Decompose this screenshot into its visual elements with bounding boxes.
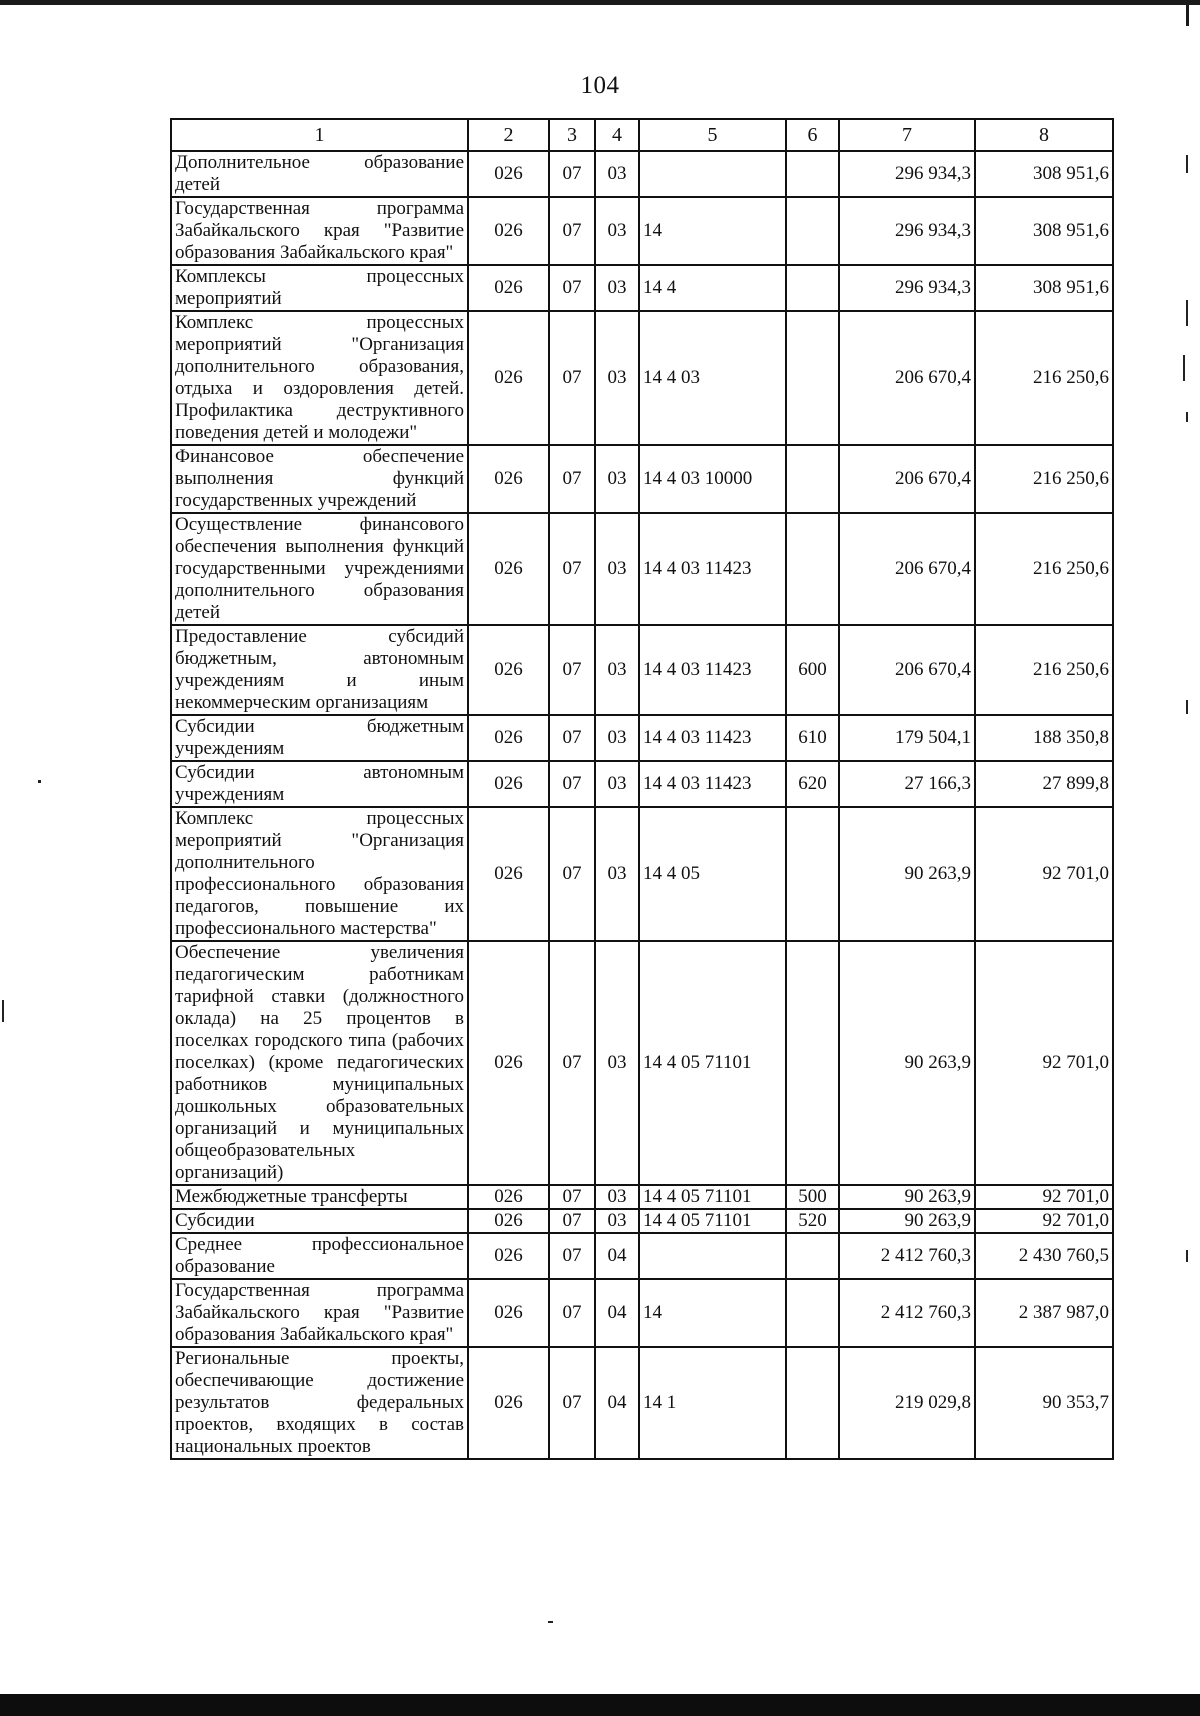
table-row xyxy=(171,513,1113,625)
cell-code-2: 026 xyxy=(468,1347,549,1459)
scan-speck xyxy=(2,1000,4,1022)
scan-speck xyxy=(1186,700,1188,714)
cell-code-4: 03 xyxy=(595,941,639,1185)
cell-code-5: 14 xyxy=(639,1279,786,1347)
cell-amount-7: 27 166,3 xyxy=(839,761,975,807)
cell-code-4: 03 xyxy=(595,151,639,197)
cell-amount-8: 308 951,6 xyxy=(975,151,1113,197)
cell-code-3: 07 xyxy=(549,1209,595,1233)
cell-code-6 xyxy=(786,311,839,445)
cell-amount-7: 90 263,9 xyxy=(839,1209,975,1233)
cell-code-4: 03 xyxy=(595,1185,639,1209)
cell-code-6 xyxy=(786,197,839,265)
table-row xyxy=(171,1347,1113,1459)
cell-code-3: 07 xyxy=(549,151,595,197)
cell-amount-7: 2 412 760,3 xyxy=(839,1233,975,1279)
cell-code-2: 026 xyxy=(468,625,549,715)
header-col-1: 1 xyxy=(171,119,468,151)
row-name: Среднее профессиональное образование xyxy=(171,1233,468,1279)
cell-code-4: 03 xyxy=(595,197,639,265)
cell-code-4: 04 xyxy=(595,1233,639,1279)
row-name: Комплекс процессных мероприятий "Организация дополнительного образования, отдыха и оздоровления детей. Профилактика деструктивного поведения детей и молодежи" xyxy=(171,311,468,445)
cell-code-3: 07 xyxy=(549,941,595,1185)
row-name: Межбюджетные трансферты xyxy=(171,1185,468,1209)
table-row xyxy=(171,941,1113,1185)
header-row xyxy=(171,119,1113,151)
cell-code-2: 026 xyxy=(468,1279,549,1347)
cell-code-6 xyxy=(786,941,839,1185)
cell-amount-8: 90 353,7 xyxy=(975,1347,1113,1459)
cell-amount-7: 296 934,3 xyxy=(839,265,975,311)
cell-code-3: 07 xyxy=(549,1233,595,1279)
cell-amount-8: 2 387 987,0 xyxy=(975,1279,1113,1347)
cell-code-4: 03 xyxy=(595,513,639,625)
cell-code-6: 600 xyxy=(786,625,839,715)
row-name: Региональные проекты, обеспечивающие достижение результатов федеральных проектов, входящих в состав национальных проектов xyxy=(171,1347,468,1459)
cell-amount-7: 206 670,4 xyxy=(839,311,975,445)
cell-code-3: 07 xyxy=(549,761,595,807)
cell-code-2: 026 xyxy=(468,445,549,513)
cell-code-3: 07 xyxy=(549,715,595,761)
cell-code-6 xyxy=(786,265,839,311)
cell-code-6 xyxy=(786,1347,839,1459)
cell-amount-8: 216 250,6 xyxy=(975,445,1113,513)
cell-amount-7: 296 934,3 xyxy=(839,151,975,197)
scan-speck xyxy=(1183,355,1185,381)
cell-amount-8: 216 250,6 xyxy=(975,311,1113,445)
cell-amount-7: 2 412 760,3 xyxy=(839,1279,975,1347)
cell-amount-7: 90 263,9 xyxy=(839,807,975,941)
cell-code-4: 03 xyxy=(595,625,639,715)
cell-code-6: 620 xyxy=(786,761,839,807)
cell-code-2: 026 xyxy=(468,1233,549,1279)
cell-code-6 xyxy=(786,151,839,197)
cell-amount-7: 296 934,3 xyxy=(839,197,975,265)
cell-code-3: 07 xyxy=(549,625,595,715)
cell-code-3: 07 xyxy=(549,807,595,941)
cell-code-4: 04 xyxy=(595,1279,639,1347)
cell-code-4: 03 xyxy=(595,265,639,311)
cell-code-6 xyxy=(786,513,839,625)
header-col-6: 6 xyxy=(786,119,839,151)
table-row xyxy=(171,761,1113,807)
cell-code-2: 026 xyxy=(468,513,549,625)
table-row xyxy=(171,807,1113,941)
scan-speck xyxy=(38,780,41,783)
header-col-4: 4 xyxy=(595,119,639,151)
cell-code-3: 07 xyxy=(549,265,595,311)
table-row xyxy=(171,1185,1113,1209)
table-row xyxy=(171,311,1113,445)
cell-amount-7: 219 029,8 xyxy=(839,1347,975,1459)
row-name: Обеспечение увеличения педагогическим работникам тарифной ставки (должностного оклада) на 25 процентов в поселках городского типа (рабочих поселках) (кроме педагогических работников муниципальных дошкольных образовательных организаций и муниципальных общеобразовательных организаций) xyxy=(171,941,468,1185)
cell-amount-8: 92 701,0 xyxy=(975,1185,1113,1209)
cell-code-5: 14 4 03 11423 xyxy=(639,513,786,625)
cell-code-3: 07 xyxy=(549,513,595,625)
cell-code-6: 500 xyxy=(786,1185,839,1209)
cell-code-6 xyxy=(786,1279,839,1347)
cell-code-5: 14 4 03 11423 xyxy=(639,715,786,761)
cell-code-5: 14 xyxy=(639,197,786,265)
cell-code-5: 14 4 05 xyxy=(639,807,786,941)
cell-code-5 xyxy=(639,1233,786,1279)
cell-code-5: 14 4 xyxy=(639,265,786,311)
table-row xyxy=(171,1209,1113,1233)
table-row xyxy=(171,1279,1113,1347)
cell-code-2: 026 xyxy=(468,1209,549,1233)
header-col-3: 3 xyxy=(549,119,595,151)
cell-code-5 xyxy=(639,151,786,197)
scan-top-edge xyxy=(0,0,1200,5)
table-row xyxy=(171,265,1113,311)
cell-code-5: 14 4 03 xyxy=(639,311,786,445)
row-name: Осуществление финансового обеспечения выполнения функций государственными учреждениями дополнительного образования детей xyxy=(171,513,468,625)
cell-code-4: 03 xyxy=(595,1209,639,1233)
table-row xyxy=(171,197,1113,265)
cell-code-6 xyxy=(786,445,839,513)
table-row xyxy=(171,625,1113,715)
cell-code-4: 03 xyxy=(595,715,639,761)
row-name: Субсидии xyxy=(171,1209,468,1233)
cell-code-3: 07 xyxy=(549,1185,595,1209)
header-col-7: 7 xyxy=(839,119,975,151)
cell-code-3: 07 xyxy=(549,1347,595,1459)
cell-amount-7: 206 670,4 xyxy=(839,625,975,715)
scan-bottom-edge xyxy=(0,1694,1200,1716)
cell-code-5: 14 4 05 71101 xyxy=(639,1209,786,1233)
cell-code-4: 03 xyxy=(595,807,639,941)
cell-code-5: 14 4 03 10000 xyxy=(639,445,786,513)
row-name: Комплекс процессных мероприятий "Организация дополнительного профессионального образования педагогов, повышение их профессионального мастерства" xyxy=(171,807,468,941)
header-col-5: 5 xyxy=(639,119,786,151)
row-name: Государственная программа Забайкальского края "Развитие образования Забайкальского края" xyxy=(171,197,468,265)
cell-code-2: 026 xyxy=(468,807,549,941)
header-col-2: 2 xyxy=(468,119,549,151)
row-name: Субсидии бюджетным учреждениям xyxy=(171,715,468,761)
cell-amount-7: 90 263,9 xyxy=(839,941,975,1185)
cell-amount-8: 188 350,8 xyxy=(975,715,1113,761)
cell-code-2: 026 xyxy=(468,197,549,265)
table-row xyxy=(171,445,1113,513)
cell-amount-7: 206 670,4 xyxy=(839,445,975,513)
row-name: Субсидии автономным учреждениям xyxy=(171,761,468,807)
cell-amount-8: 308 951,6 xyxy=(975,265,1113,311)
scan-speck xyxy=(1186,1250,1188,1262)
header-col-8: 8 xyxy=(975,119,1113,151)
cell-amount-8: 92 701,0 xyxy=(975,1209,1113,1233)
cell-code-2: 026 xyxy=(468,761,549,807)
cell-code-4: 03 xyxy=(595,311,639,445)
cell-amount-8: 92 701,0 xyxy=(975,807,1113,941)
cell-code-2: 026 xyxy=(468,265,549,311)
cell-code-5: 14 4 05 71101 xyxy=(639,941,786,1185)
cell-code-6 xyxy=(786,807,839,941)
cell-amount-8: 27 899,8 xyxy=(975,761,1113,807)
cell-code-2: 026 xyxy=(468,715,549,761)
table-row xyxy=(171,151,1113,197)
cell-amount-7: 179 504,1 xyxy=(839,715,975,761)
cell-code-6 xyxy=(786,1233,839,1279)
scan-speck xyxy=(548,1621,553,1623)
cell-code-2: 026 xyxy=(468,311,549,445)
scan-speck xyxy=(1186,300,1188,326)
row-name: Дополнительное образование детей xyxy=(171,151,468,197)
cell-code-4: 03 xyxy=(595,761,639,807)
row-name: Финансовое обеспечение выполнения функций государственных учреждений xyxy=(171,445,468,513)
cell-code-3: 07 xyxy=(549,1279,595,1347)
cell-code-6: 520 xyxy=(786,1209,839,1233)
cell-code-4: 03 xyxy=(595,445,639,513)
cell-code-3: 07 xyxy=(549,197,595,265)
cell-amount-7: 90 263,9 xyxy=(839,1185,975,1209)
cell-amount-8: 216 250,6 xyxy=(975,625,1113,715)
cell-code-5: 14 4 05 71101 xyxy=(639,1185,786,1209)
cell-amount-8: 92 701,0 xyxy=(975,941,1113,1185)
budget-table xyxy=(170,118,1114,1460)
cell-code-4: 04 xyxy=(595,1347,639,1459)
scan-edge-mark xyxy=(1186,0,1189,26)
row-name: Комплексы процессных мероприятий xyxy=(171,265,468,311)
scan-speck xyxy=(1186,412,1188,422)
table-row xyxy=(171,1233,1113,1279)
cell-code-3: 07 xyxy=(549,445,595,513)
cell-code-5: 14 4 03 11423 xyxy=(639,761,786,807)
cell-amount-7: 206 670,4 xyxy=(839,513,975,625)
cell-amount-8: 308 951,6 xyxy=(975,197,1113,265)
cell-code-5: 14 1 xyxy=(639,1347,786,1459)
cell-code-6: 610 xyxy=(786,715,839,761)
row-name: Предоставление субсидий бюджетным, автономным учреждениям и иным некоммерческим организациям xyxy=(171,625,468,715)
cell-code-3: 07 xyxy=(549,311,595,445)
cell-code-2: 026 xyxy=(468,151,549,197)
page-number: 104 xyxy=(580,72,620,99)
cell-amount-8: 2 430 760,5 xyxy=(975,1233,1113,1279)
cell-code-5: 14 4 03 11423 xyxy=(639,625,786,715)
row-name: Государственная программа Забайкальского края "Развитие образования Забайкальского края" xyxy=(171,1279,468,1347)
scan-speck xyxy=(1186,155,1188,173)
cell-code-2: 026 xyxy=(468,941,549,1185)
cell-amount-8: 216 250,6 xyxy=(975,513,1113,625)
table-row xyxy=(171,715,1113,761)
cell-code-2: 026 xyxy=(468,1185,549,1209)
